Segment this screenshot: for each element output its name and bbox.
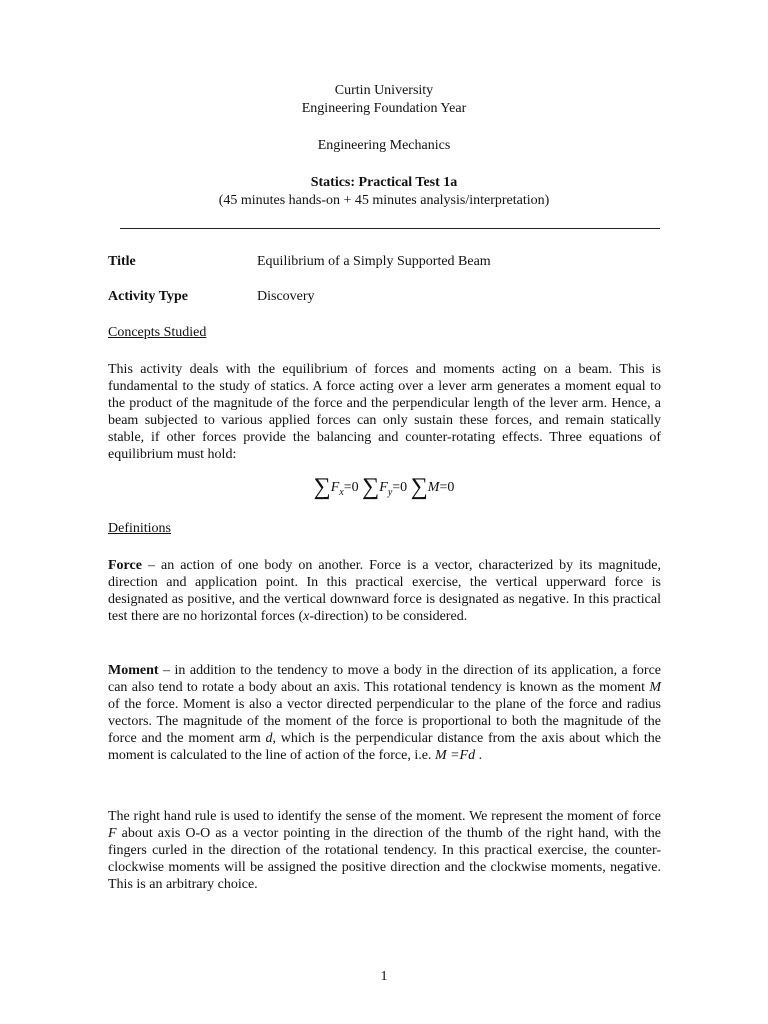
force-definition (108, 557, 661, 625)
moment-text-3: , which is the perpendicular distance from the axis about which the moment is calculated to the line of action of the force, i.e. (108, 731, 661, 763)
moment-var-d: d (265, 731, 273, 746)
rhr-var-F: F (108, 826, 117, 841)
moment-text-2: of the force. Moment is also a vector directed perpendicular to the plane of the force and radius vectors. The magnitude of the moment of the force is proportional to both the magnitude of the force and the moment arm (108, 697, 661, 746)
right-hand-rule-paragraph (108, 808, 661, 893)
sigma-symbol: ∑ (410, 474, 428, 500)
title-label: Title (108, 254, 136, 269)
test-title: Statics: Practical Test 1a (310, 175, 458, 190)
definitions-heading: Definitions (108, 521, 171, 536)
eq-fx: F (330, 480, 340, 495)
title-value: Equilibrium of a Simply Supported Beam (257, 254, 491, 269)
concepts-paragraph: This activity deals with the equilibrium of forces and moments acting on a beam. This is fundamental to the study of statics. A force acting over a lever arm generates a moment equal to the product of the magnitude of the force and the perpendicular length of the lever arm. Hence, a beam subjected to various applied forces can only sustain these forces, and remain statically stable, if other forces provide the balancing and counter-rotating effects. Three equations of equilibrium must hold: (108, 362, 661, 462)
concepts-heading: Concepts Studied (108, 325, 207, 340)
moment-text-1: – in addition to the tendency to move a body in the direction of its application, a force can also tend to rotate a body about an axis. This rotational tendency is known as the moment (108, 663, 661, 695)
force-text-end: -direction) to be considered. (309, 609, 468, 624)
eq-fx-sub: x (339, 486, 344, 498)
rhr-text-1: The right hand rule is used to identify the sense of the moment. We represent the moment of force (108, 809, 661, 824)
rhr-text-2: about axis O-O as a vector pointing in the direction of the thumb of the right hand, with the fingers curled in the direction of the rotational tendency. In this practical exercise, the counter-clockwise moments will be assigned the positive direction and the clockwise moments, negative. This is an arbitrary choice. (108, 826, 661, 892)
university-name: Curtin University (334, 83, 434, 98)
eq-fy: F (379, 480, 388, 495)
force-x-var: x (303, 609, 310, 624)
moment-end: . (475, 748, 483, 763)
force-term: Force (108, 558, 142, 573)
moment-term: Moment (108, 663, 159, 678)
header-divider (120, 228, 660, 229)
eq-zero-1: =0 (343, 480, 359, 495)
moment-definition (108, 662, 661, 764)
eq-m: M (427, 480, 440, 495)
moment-var-M: M (649, 680, 661, 695)
eq-zero-2: =0 (392, 480, 408, 495)
eq-zero-3: =0 (439, 480, 455, 495)
sigma-symbol: ∑ (313, 474, 331, 500)
moment-formula: M =Fd (434, 748, 476, 763)
course-name: Engineering Mechanics (317, 138, 451, 153)
page-number: 1 (380, 969, 388, 984)
activity-type-label: Activity Type (108, 289, 188, 304)
equilibrium-equations (0, 472, 768, 508)
eq-fy-sub: y (387, 486, 393, 498)
force-text: – an action of one body on another. Force is a vector, characterized by its magnitude, direction and application point. In this practical exercise, the vertical upperward force is designated as positive, and the vertical downward force is designated as negative. In this practical test there are no horizontal forces ( (108, 558, 661, 624)
activity-type-value: Discovery (257, 289, 315, 304)
program-name: Engineering Foundation Year (301, 101, 467, 116)
sigma-symbol: ∑ (362, 474, 380, 500)
duration-note: (45 minutes hands-on + 45 minutes analysis/interpretation) (218, 193, 550, 208)
